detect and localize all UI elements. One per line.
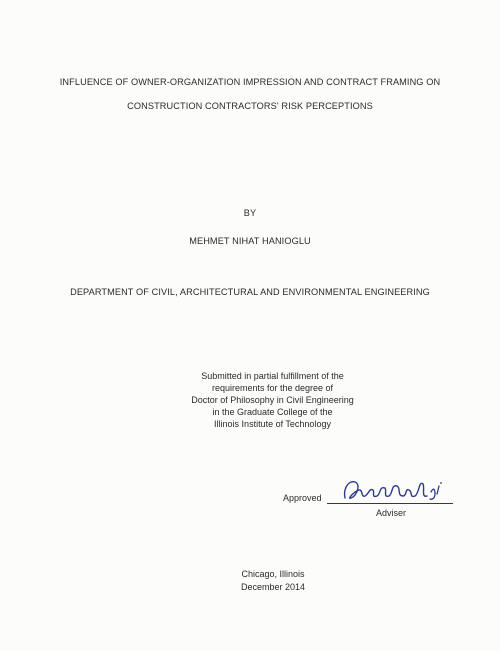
adviser-label: Adviser <box>376 508 407 518</box>
submission-line-4: in the Graduate College of the <box>212 407 333 417</box>
submission-line-2: requirements for the degree of <box>211 383 334 393</box>
city-label: Chicago, Illinois <box>241 569 305 579</box>
by-label: BY <box>243 208 257 218</box>
submission-line-5: Illinois Institute of Technology <box>214 419 331 429</box>
date-label: December 2014 <box>240 582 306 592</box>
thesis-title-line-1: INFLUENCE OF OWNER-ORGANIZATION IMPRESSION AND CONTRACT FRAMING ON <box>59 77 441 87</box>
adviser-signature <box>339 474 447 506</box>
approved-label: Approved <box>283 493 322 503</box>
author-name: MEHMET NIHAT HANIOGLU <box>189 236 311 246</box>
submission-line-3: Doctor of Philosophy in Civil Engineering <box>191 395 354 405</box>
submission-line-1: Submitted in partial fulfillment of the <box>201 371 344 381</box>
signature-line <box>327 503 453 504</box>
thesis-title-line-2: CONSTRUCTION CONTRACTORS' RISK PERCEPTIONS <box>127 101 373 111</box>
department-name: DEPARTMENT OF CIVIL, ARCHITECTURAL AND ENVIRONMENTAL ENGINEERING <box>70 287 430 297</box>
